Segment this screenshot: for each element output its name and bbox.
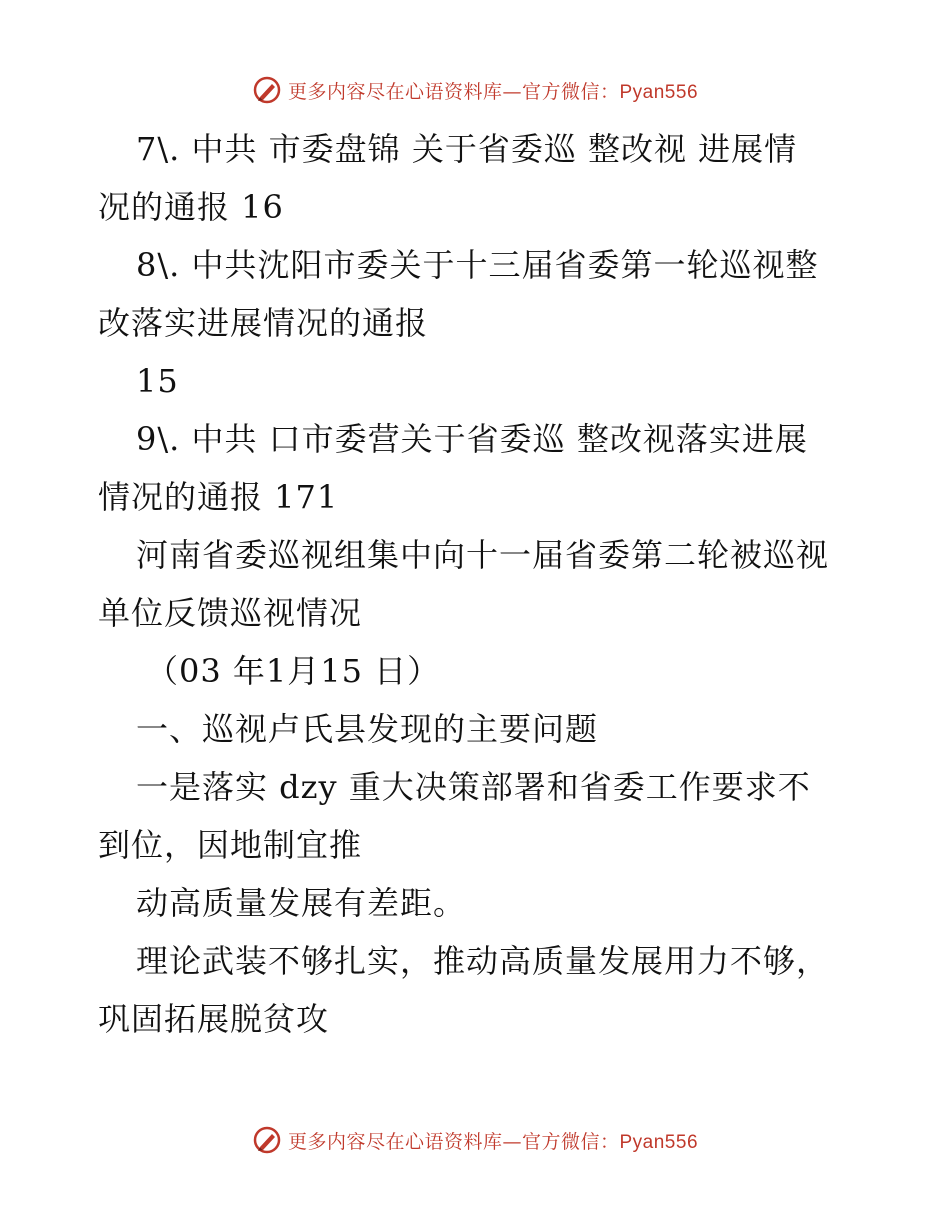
pen-logo-icon [252, 1125, 282, 1155]
text-line: 单位反馈巡视情况 [98, 594, 363, 632]
watermark-header [0, 70, 950, 110]
text-line: 一是落实 dzy 重大决策部署和省委工作要求不 [136, 768, 811, 806]
text-line: 15 [136, 362, 179, 400]
watermark-text: 更多内容尽在心语资料库—官方微信：Pyan556 [287, 1130, 699, 1153]
text-line: 情况的通报 171 [98, 478, 339, 516]
pen-logo-icon [252, 75, 282, 105]
watermark-text: 更多内容尽在心语资料库—官方微信：Pyan556 [287, 80, 699, 103]
text-line: 8\. 中共沈阳市委关于十三届省委第一轮巡视整 [136, 246, 819, 284]
wechat-id: Pyan556 [619, 81, 699, 103]
text-line: 理论武装不够扎实，推动高质量发展用力不够， [136, 942, 830, 980]
text-line: 9\. 中共 口市委营关于省委巡 整改视落实进展 [136, 420, 808, 458]
watermark-footer [0, 1120, 950, 1160]
text-line: 巩固拓展脱贫攻 [98, 1000, 330, 1038]
text-line: 改落实进展情况的通报 [98, 304, 429, 342]
text-line: （03 年1月15 日） [146, 652, 441, 690]
text-line: 到位，因地制宜推 [98, 826, 363, 864]
text-line: 动高质量发展有差距。 [136, 884, 467, 922]
text-line: 一、巡视卢氏县发现的主要问题 [136, 710, 599, 748]
document-body [98, 120, 854, 1048]
text-line: 7\. 中共 市委盘锦 关于省委巡 整改视 进展情 [136, 130, 798, 168]
wechat-id: Pyan556 [619, 1131, 699, 1153]
text-line: 河南省委巡视组集中向十一届省委第二轮被巡视 [136, 536, 830, 574]
text-line: 况的通报 16 [98, 188, 284, 226]
